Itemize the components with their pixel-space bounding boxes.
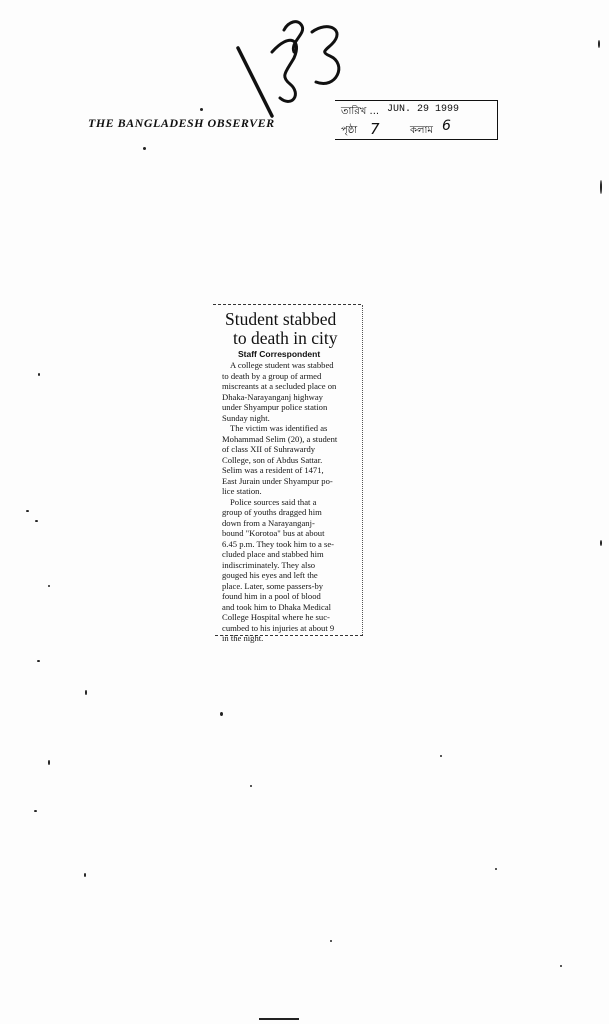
stamp-column-value: 6 (442, 118, 451, 134)
scan-speck (220, 712, 223, 716)
article-line: Dhaka-Narayanganj highway (222, 391, 323, 402)
scan-speck (598, 40, 600, 48)
article-line: Mohammad Selim (20), a student (222, 433, 338, 444)
scan-speck (84, 873, 86, 877)
article-headline (225, 310, 360, 348)
scan-speck (600, 540, 602, 546)
handwritten-number-text: 183 (232, 12, 234, 13)
headline-line-1: Student stabbed (225, 309, 337, 329)
article-line: Police sources said that a (230, 496, 317, 507)
article-line: under Shyampur police station (222, 402, 328, 412)
scan-speck (26, 510, 29, 512)
article-line: Sunday night. (222, 412, 270, 423)
article-body (222, 360, 358, 644)
article-line: found him in a pool of blood (222, 591, 321, 601)
scan-speck (35, 520, 38, 522)
scan-speck (495, 868, 497, 870)
scan-speck (200, 108, 203, 111)
article-line: 6.45 p.m. They took him to a se- (222, 538, 335, 549)
stamp-date-value: JUN. 29 1999 (387, 104, 460, 115)
article-line: down from a Narayanganj- (222, 517, 315, 528)
article-line: lice station. (222, 486, 262, 496)
article-line: The victim was identified as (230, 423, 328, 433)
article-line: Selim was a resident of 1471, (222, 465, 324, 475)
article-line: of class XII of Suhrawardy (222, 444, 316, 454)
stamp-date-label: তারিখ ... (341, 106, 380, 117)
scan-speck (37, 660, 40, 662)
scan-speck (34, 810, 37, 812)
clipping-top-edge (213, 304, 361, 305)
scan-speck (600, 180, 602, 194)
clipping-right-edge (362, 305, 363, 635)
article-line: College Hospital where he suc- (222, 612, 330, 622)
article-line: place. Later, some passers-by (222, 580, 324, 591)
scan-speck (143, 147, 146, 150)
article-line: and took him to Dhaka Medical (222, 601, 332, 612)
article-line: group of youths dragged him (222, 507, 322, 517)
scan-speck (48, 585, 50, 587)
article-line: indiscriminately. They also (222, 559, 316, 570)
scan-speck (85, 690, 87, 695)
scan-speck (250, 785, 252, 787)
scan-speck (259, 1018, 299, 1020)
stamp-page-value: 7 (370, 120, 380, 138)
article-line: bound "Korotoa" bus at about (222, 528, 325, 538)
scan-speck (560, 965, 562, 967)
scan-speck (440, 755, 442, 757)
article-line: cluded place and stabbed him (222, 549, 324, 559)
stamp-column-label: কলাম (410, 125, 433, 136)
article-line: in the night. (222, 633, 264, 643)
article-line: cumbed to his injuries at about 9 (222, 622, 335, 633)
stamp-page-label: পৃষ্ঠা (341, 125, 358, 136)
article-byline: Staff Correspondent (238, 349, 321, 359)
scan-speck (330, 940, 332, 942)
scan-speck (48, 760, 50, 765)
article-paragraph-2 (222, 423, 358, 497)
article-line: A college student was stabbed (230, 360, 334, 370)
article-paragraph-3 (222, 497, 358, 644)
article-paragraph-1 (222, 360, 358, 423)
article-line: gouged his eyes and left the (222, 570, 318, 580)
article-line: College, son of Abdus Sattar. (222, 454, 323, 465)
handwritten-archive-number (232, 12, 352, 122)
newspaper-masthead: THE BANGLADESH OBSERVER (88, 116, 275, 130)
article-line: miscreants at a secluded place on (222, 381, 337, 391)
article-line: to death by a group of armed (222, 370, 322, 381)
headline-line-2: to death in city (233, 328, 338, 348)
article-line: East Jurain under Shyampur po- (222, 475, 333, 486)
scan-speck (38, 373, 40, 376)
